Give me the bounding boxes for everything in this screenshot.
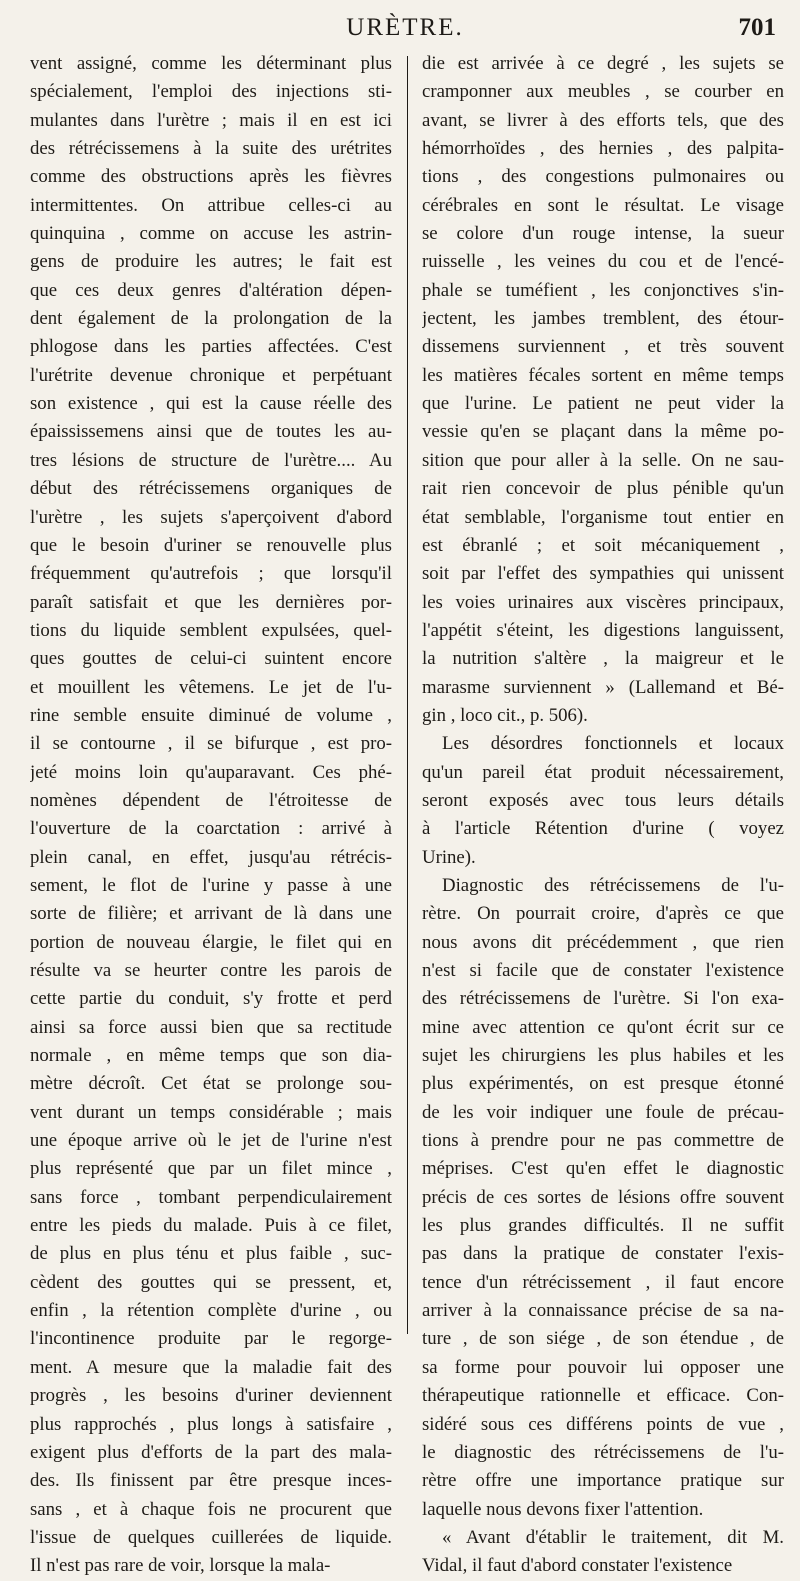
text-line: pas dans la pratique de constater l'exis- [422,1243,784,1265]
text-line: sans force , tombant perpendiculairement [30,1186,392,1208]
text-line: paraît satisfait et que les dernières por- [30,591,392,613]
page-number: 701 [738,14,776,41]
text-line: vent durant un temps considérable ; mais [30,1101,392,1123]
text-line: fréquemment qu'autrefois ; que lorsqu'il [30,563,392,585]
text-line: gens de produire les autres; le fait est [30,251,392,273]
text-line: qu'un pareil état produit nécessairement, [422,761,784,783]
text-line: rètre offre une importance pratique sur [422,1470,784,1492]
text-line: les voies urinaires aux viscères principaux, [422,591,784,613]
text-line: comme des obstructions après les fièvres [30,166,392,188]
text-line: épaississemens ainsi que de toutes les au- [30,421,392,443]
text-line: une époque arrive où le jet de l'urine n'est [30,1130,392,1152]
text-line: résulte va se heurter contre les parois de [30,960,392,981]
text-line: mine avec attention ce qu'ont écrit sur ce [422,1016,784,1038]
text-line: n'est si facile que de constater l'existence [422,960,784,981]
text-line: intermittentes. On attribue celles-ci au [30,194,392,216]
text-line: de les voir indiquer une foule de précau- [422,1101,784,1123]
text-line: dissemens surviennent , et très souvent [422,336,784,358]
text-line: jectent, les jambes tremblent, des étour- [422,308,784,330]
text-line: gin , loco cit., p. 506). [422,704,588,726]
text-line: tions du liquide semblent expulsées, quel- [30,619,392,641]
text-line: cramponner aux meubles , se courber en [422,81,784,103]
text-line: que le besoin d'uriner se renouvelle plus [30,534,392,556]
text-line: nomènes dépendent de l'étroitesse de [30,789,392,811]
text-line: progrès , les besoins d'uriner deviennent [30,1385,392,1407]
text-line: Il n'est pas rare de voir, lorsque la mala- [30,1555,331,1577]
text-line: sorte de filière; et arrivant de là dans une [30,903,392,925]
text-line: cérébrales en sont le résultat. Le visage [422,194,784,216]
text-line: tions , des congestions pulmonaires ou [422,166,784,188]
text-line: plus expérimentés, on est presque étonné [422,1073,784,1095]
text-line: le diagnostic des rétrécissemens de l'u- [422,1441,784,1463]
text-line: l'issue de quelques cuillerées de liquide. [30,1526,392,1548]
running-title: URÈTRE. [346,14,464,41]
text-line: « Avant d'établir le traitement, dit M. [442,1526,784,1548]
text-line: ainsi sa force aussi bien que sa rectitude [30,1016,392,1038]
text-line: l'urétrite devenue chronique et perpétuant [30,364,392,386]
text-line: quinquina , comme on accuse les astrin- [30,223,392,245]
text-line: rait rien concevoir de plus pénible qu'un [422,478,784,500]
text-line: des rétrécissemens de l'urètre. Si l'on exa- [422,988,784,1010]
text-line: phlogose dans les parties affectées. C'est [30,336,392,358]
text-line: sujet les chirurgiens les plus habiles et les [422,1045,784,1067]
text-line: jeté moins loin qu'auparavant. Ces phé- [30,761,392,783]
text-line: arriver à la connaissance précise de sa na- [422,1300,784,1322]
text-line: vessie qu'en se plaçant dans la même po- [422,421,784,443]
text-line: l'ouverture de la coarctation : arrivé à [30,818,392,840]
left-column [30,50,392,1581]
text-line: plus rapprochés , plus longs à satisfaire , [30,1413,392,1435]
text-line: marasme surviennent » (Lallemand et Bé- [422,676,784,698]
text-line: vent assigné, comme les déterminant plus [30,53,392,74]
text-line: soit par l'effet des sympathies qui unissent [422,563,784,585]
text-line: enfin , la rétention complète d'urine , ou [30,1300,392,1322]
text-line: est ébranlé ; et soit mécaniquement , [422,534,784,556]
text-line: il se contourne , il se bifurque , est pro- [30,733,392,755]
text-line: l'urètre , les sujets s'aperçoivent d'abord [30,506,392,528]
text-line: hémorrhoïdes , des hernies , des palpita- [422,138,784,160]
text-line: sans , et à chaque fois ne procurent que [30,1498,392,1520]
text-line: et mouillent les vêtemens. Le jet de l'u- [30,676,392,698]
text-line: sement, le flot de l'urine y passe à une [30,874,392,896]
text-line: dent également de la prolongation de la [30,308,392,330]
text-line: les matières fécales sortent en même temps [422,364,784,386]
text-line: plus représenté que par un filet mince , [30,1158,392,1180]
text-line: cèdent des gouttes qui se pressent, et, [30,1271,392,1293]
text-line: sidéré sous ces différens points de vue , [422,1413,784,1435]
text-line: ture , de son siége , de son étendue , de [422,1328,784,1350]
text-line: la nutrition s'altère , la maigreur et le [422,648,784,670]
text-line: ques gouttes de celui-ci suintent encore [30,648,392,670]
text-line: avant, se livrer à des efforts tels, que des [422,109,784,131]
text-line: normale , en même temps que son dia- [30,1045,392,1067]
text-line: laquelle nous devons fixer l'attention. [422,1498,704,1520]
text-line: de plus en plus ténu et plus faible , suc- [30,1243,392,1265]
text-line: Vidal, il faut d'abord constater l'existence [422,1555,733,1577]
text-line: sa forme pour pouvoir lui opposer une [422,1356,784,1378]
text-line: rètre. On pourrait croire, d'après ce que [422,903,784,925]
text-line: état semblable, l'organisme tout entier en [422,506,784,528]
text-line: méprises. C'est qu'en effet le diagnostic [422,1158,784,1180]
text-line: son existence , qui est la cause réelle des [30,393,392,415]
text-line: ment. A mesure que la maladie fait des [30,1356,392,1378]
text-line: nous avons dit précédemment , que rien [422,931,784,953]
text-line: se colore d'un rouge intense, la sueur [422,223,784,245]
text-line: die est arrivée à ce degré , les sujets se [422,53,784,74]
text-line: mètre décroît. Cet état se prolonge sou- [30,1073,392,1095]
column-divider [407,56,408,1334]
text-line: ruisselle , les veines du cou et de l'encé- [422,251,784,273]
text-line: seront exposés avec tous leurs détails [422,789,784,811]
text-line: portion de nouveau élargie, le filet qui en [30,931,392,953]
text-line: l'appétit s'éteint, les digestions languissent, [422,619,784,641]
text-line: tions à prendre pour ne pas commettre de [422,1130,784,1152]
text-line: spécialement, l'emploi des injections sti- [30,81,392,103]
text-line: rine semble ensuite diminué de volume , [30,704,392,726]
text-line: l'incontinence produite par le regorge- [30,1328,392,1350]
text-line: des rétrécissemens à la suite des urétrites [30,138,392,160]
text-line: tres lésions de structure de l'urètre.... Au [30,449,392,471]
text-line: plein canal, en effet, jusqu'au rétrécis- [30,846,392,868]
text-line: phale se tuméfient , les conjonctives s'in- [422,279,784,301]
text-line: entre les pieds du malade. Puis à ce filet, [30,1215,392,1237]
text-line: sition que pour aller à la selle. On ne sau- [422,449,784,471]
text-line: cette partie du conduit, s'y frotte et perd [30,988,392,1010]
text-line: tence d'un rétrécissement , il faut encore [422,1271,784,1293]
running-head [32,14,778,46]
text-line: que l'urine. Le patient ne peut vider la [422,393,784,415]
text-line: Les désordres fonctionnels et locaux [442,733,784,755]
text-line: mulantes dans l'urètre ; mais il en est ici [30,109,392,131]
text-line: à l'article Rétention d'urine ( voyez [422,818,784,840]
text-line: exigent plus d'efforts de la part des mala- [30,1441,392,1463]
text-line: précis de ces sortes de lésions offre souvent [422,1186,784,1208]
text-line: thérapeutique rationnelle et efficace. Con- [422,1385,784,1407]
text-line: début des rétrécissemens organiques de [30,478,392,500]
text-line: Diagnostic des rétrécissemens de l'u- [442,874,784,896]
right-column [422,50,784,1581]
text-line: des. Ils finissent par être presque inces- [30,1470,392,1492]
text-line: que ces deux genres d'altération dépen- [30,279,392,301]
text-line: les plus grandes difficultés. Il ne suffit [422,1215,784,1237]
text-line: Urine). [422,846,476,868]
